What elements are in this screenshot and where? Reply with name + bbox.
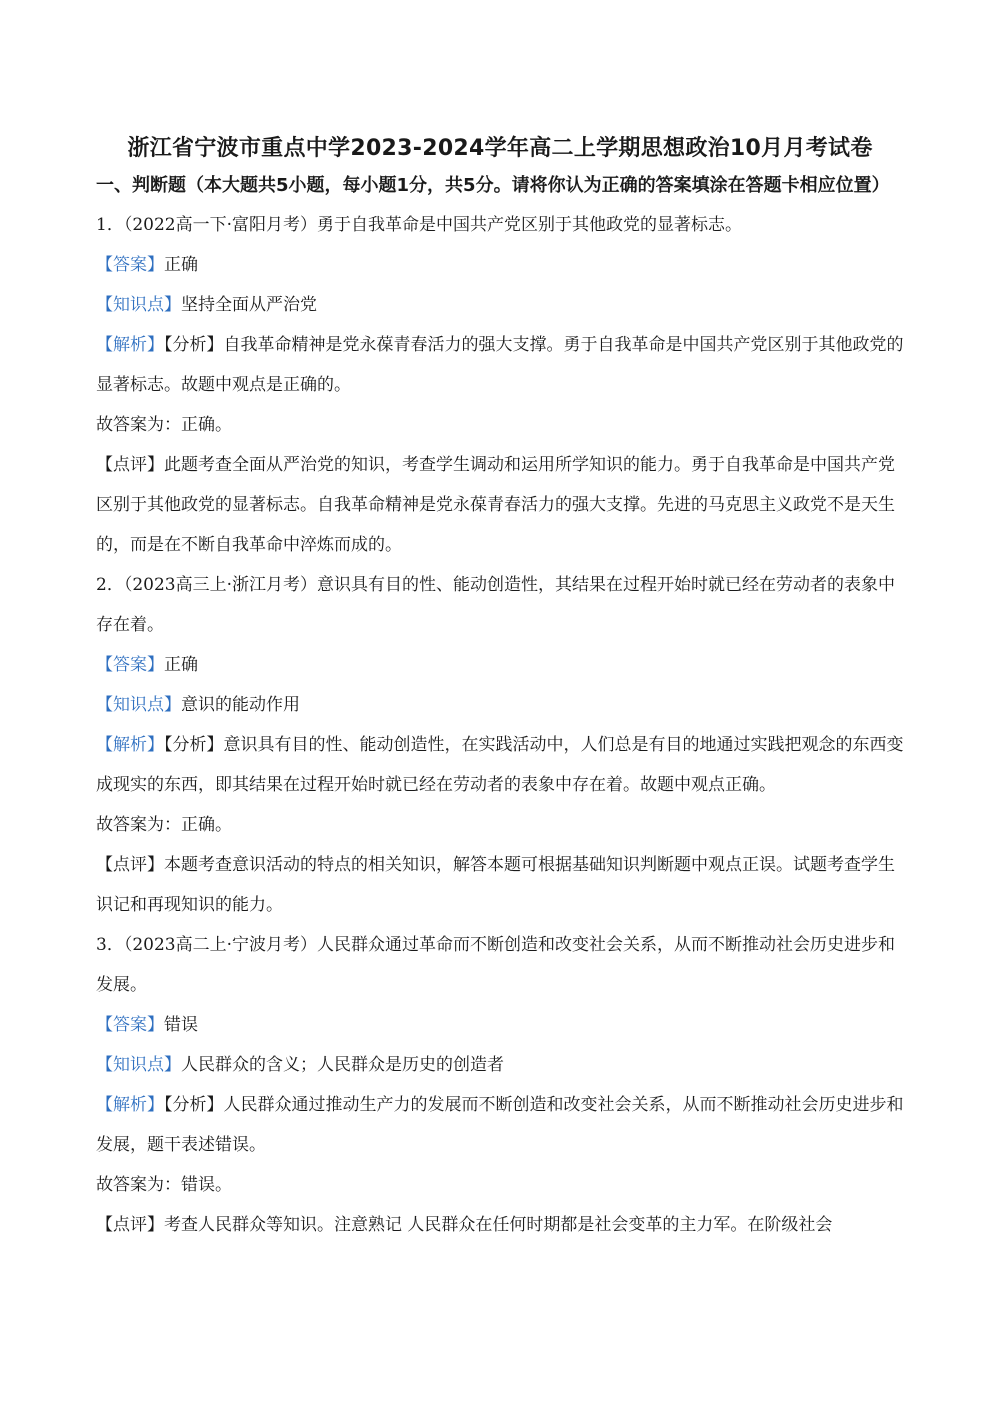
answer-value: 正确 xyxy=(164,655,198,675)
answer-value: 正确 xyxy=(164,255,198,275)
knowledge-line xyxy=(96,1045,904,1085)
knowledge-label: 【知识点】 xyxy=(96,295,181,315)
comment-label: 【点评】 xyxy=(96,455,164,475)
analysis-line xyxy=(96,725,904,805)
comment-label: 【点评】 xyxy=(96,1215,164,1235)
comment-line xyxy=(96,1205,904,1245)
question-stem: 1．（2022高一下·富阳月考）勇于自我革命是中国共产党区别于其他政党的显著标志。 xyxy=(96,215,742,235)
comment-text: 本题考查意识活动的特点的相关知识，解答本题可根据基础知识判断题中观点正误。试题考查学生识记和再现知识的能力。 xyxy=(96,855,895,915)
answer-value: 错误 xyxy=(164,1015,198,1035)
analysis-text: 自我革命精神是党永葆青春活力的强大支撑。勇于自我革命是中国共产党区别于其他政党的显著标志。故题中观点是正确的。 xyxy=(96,335,904,395)
analysis-line xyxy=(96,1085,904,1165)
comment-line xyxy=(96,445,904,565)
question-stem: 2．（2023高三上·浙江月考）意识具有目的性、能动创造性，其结果在过程开始时就已经在劳动者的表象中存在着。 xyxy=(96,575,895,635)
answer-label: 【答案】 xyxy=(96,655,164,675)
analysis-text: 人民群众通过推动生产力的发展而不断创造和改变社会关系，从而不断推动社会历史进步和发展，题干表述错误。 xyxy=(96,1095,904,1155)
answer-line xyxy=(96,645,904,685)
knowledge-value: 人民群众的含义；人民群众是历史的创造者 xyxy=(181,1055,504,1075)
analysis-sub-label: 【分析】 xyxy=(164,335,224,355)
question-block xyxy=(96,205,904,565)
knowledge-line xyxy=(96,285,904,325)
analysis-label: 【解析】 xyxy=(96,735,164,755)
page-title: 浙江省宁波市重点中学2023-2024学年高二上学期思想政治10月月考试卷 xyxy=(127,136,873,161)
analysis-label: 【解析】 xyxy=(96,1095,164,1115)
answer-line xyxy=(96,245,904,285)
section-heading: 一、判断题（本大题共5小题，每小题1分，共5分。请将你认为正确的答案填涂在答题卡相应位置） xyxy=(96,175,890,196)
analysis-text: 意识具有目的性、能动创造性，在实践活动中，人们总是有目的地通过实践把观念的东西变成现实的东西，即其结果在过程开始时就已经在劳动者的表象中存在着。故题中观点正确。 xyxy=(96,735,904,795)
conclusion-line: 故答案为：正确。 xyxy=(96,815,232,835)
question-block xyxy=(96,925,904,1245)
comment-text: 此题考查全面从严治党的知识，考查学生调动和运用所学知识的能力。勇于自我革命是中国共产党区别于其他政党的显著标志。自我革命精神是党永葆青春活力的强大支撑。先进的马克思主义政党不是天生的，而是在不断自我革命中淬炼而成的。 xyxy=(96,455,895,555)
answer-label: 【答案】 xyxy=(96,255,164,275)
answer-label: 【答案】 xyxy=(96,1015,164,1035)
knowledge-label: 【知识点】 xyxy=(96,695,181,715)
comment-text: 考查人民群众等知识。注意熟记 人民群众在任何时期都是社会变革的主力军。在阶级社会 xyxy=(164,1215,833,1235)
analysis-sub-label: 【分析】 xyxy=(164,735,224,755)
analysis-sub-label: 【分析】 xyxy=(164,1095,224,1115)
conclusion-line: 故答案为：正确。 xyxy=(96,415,232,435)
comment-line xyxy=(96,845,904,925)
knowledge-value: 意识的能动作用 xyxy=(181,695,300,715)
conclusion-line: 故答案为：错误。 xyxy=(96,1175,232,1195)
knowledge-label: 【知识点】 xyxy=(96,1055,181,1075)
knowledge-value: 坚持全面从严治党 xyxy=(181,295,317,315)
answer-line xyxy=(96,1005,904,1045)
question-stem: 3．（2023高二上·宁波月考）人民群众通过革命而不断创造和改变社会关系，从而不断推动社会历史进步和发展。 xyxy=(96,935,895,995)
comment-label: 【点评】 xyxy=(96,855,164,875)
question-block xyxy=(96,565,904,925)
analysis-label: 【解析】 xyxy=(96,335,164,355)
analysis-line xyxy=(96,325,904,405)
knowledge-line xyxy=(96,685,904,725)
